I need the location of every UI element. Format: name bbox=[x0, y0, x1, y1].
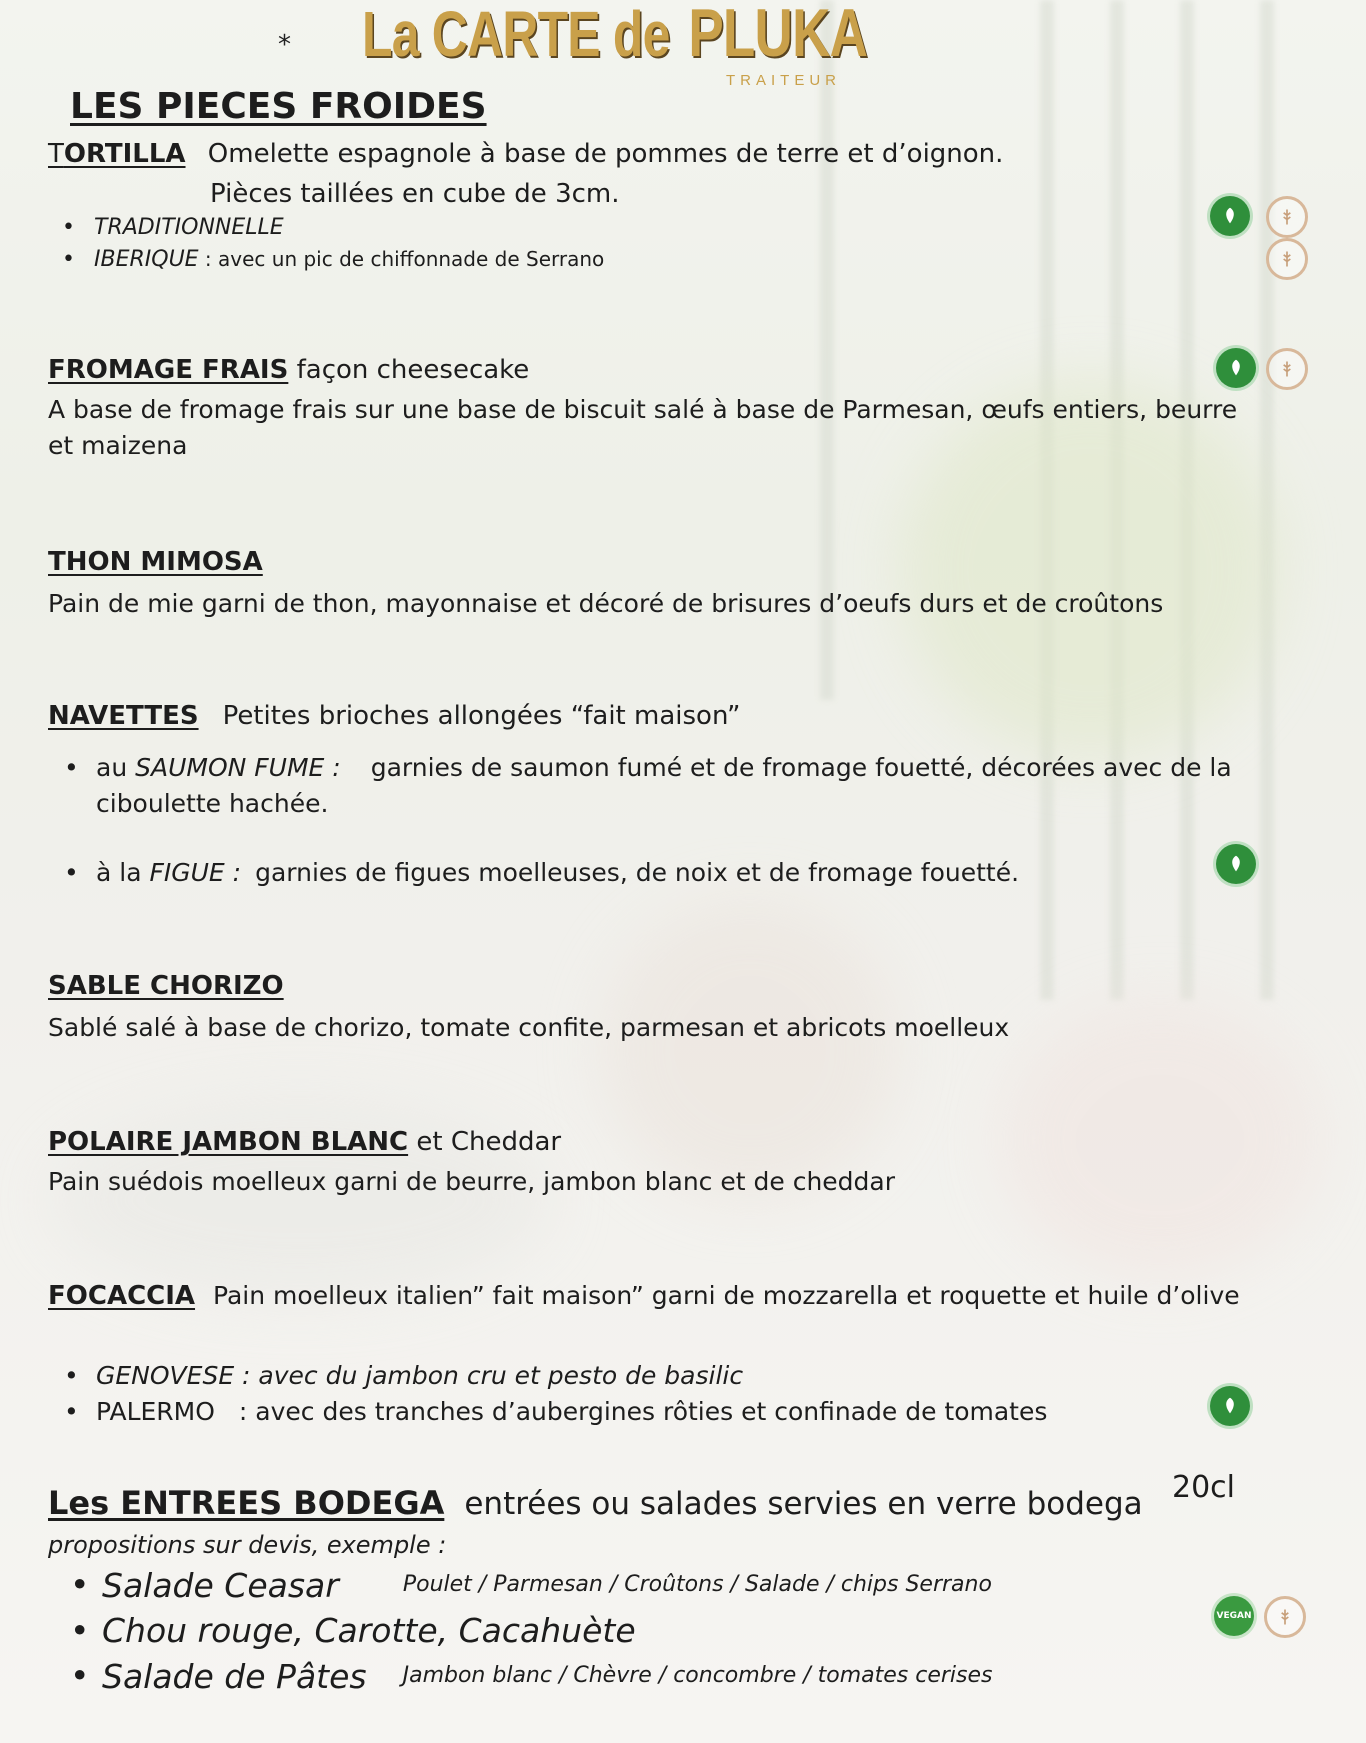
item-polaire: POLAIRE JAMBON BLANC et Cheddar bbox=[48, 1127, 562, 1157]
logo: La CARTE de PLUKA bbox=[362, 0, 868, 71]
gluten-free-badge-icon bbox=[1266, 348, 1308, 390]
vegetarian-badge-icon bbox=[1216, 348, 1256, 388]
tortilla-variants bbox=[62, 212, 604, 276]
gluten-free-badge-icon bbox=[1266, 238, 1308, 280]
list-item: • TRADITIONNELLE bbox=[62, 212, 604, 244]
vegetarian-badge-icon bbox=[1216, 844, 1256, 884]
bodega-list bbox=[70, 1562, 993, 1699]
sable-description: Sablé salé à base de chorizo, tomate confite, parmesan et abricots moelleux bbox=[48, 1013, 1010, 1042]
thon-description: Pain de mie garni de thon, mayonnaise et décoré de brisures d’oeufs durs et de croûtons bbox=[48, 589, 1164, 618]
list-item: • à la FIGUE : garnies de figues moelleuses, de noix et de fromage fouetté. bbox=[64, 855, 1294, 891]
list-item: • GENOVESE : avec du jambon cru et pesto de basilic bbox=[64, 1358, 1264, 1394]
gluten-free-badge-icon bbox=[1264, 1596, 1306, 1638]
section-title-entrees-bodega: Les ENTREES BODEGA entrées ou salades servies en verre bodega bbox=[48, 1484, 1143, 1522]
list-item: • au SAUMON FUME : garnies de saumon fumé et de fromage fouetté, décorées avec de la ciboulette hachée. bbox=[64, 750, 1294, 823]
vegan-badge-icon: VEGAN bbox=[1214, 1596, 1254, 1636]
glass-size: 20cl bbox=[1172, 1470, 1236, 1505]
item-tortilla: TORTILLA Omelette espagnole à base de pommes de terre et d’oignon. bbox=[48, 139, 1004, 169]
fromage-description: A base de fromage frais sur une base de biscuit salé à base de Parmesan, œufs entiers, beurre et maizena bbox=[48, 395, 1238, 461]
item-thon-mimosa: THON MIMOSA bbox=[48, 547, 263, 577]
section-title-pieces-froides: LES PIECES FROIDES bbox=[70, 86, 487, 127]
polaire-description: Pain suédois moelleux garni de beurre, jambon blanc et de cheddar bbox=[48, 1167, 896, 1196]
item-navettes: NAVETTES Petites brioches allongées “fait maison” bbox=[48, 701, 741, 731]
list-item: • Salade de Pâtes Jambon blanc / Chèvre / concombre / tomates cerises bbox=[70, 1653, 993, 1699]
gluten-free-badge-icon bbox=[1266, 196, 1308, 238]
item-fromage-frais: FROMAGE FRAIS façon cheesecake bbox=[48, 355, 530, 385]
tortilla-desc2: Pièces taillées en cube de 3cm. bbox=[210, 179, 620, 209]
focaccia-variants bbox=[64, 1358, 1264, 1431]
logo-subtitle: TRAITEUR bbox=[726, 72, 841, 89]
asterisk: * bbox=[278, 30, 291, 60]
header bbox=[0, 0, 1366, 92]
list-item: • IBERIQUE : avec un pic de chiffonnade de Serrano bbox=[62, 244, 604, 276]
bodega-intro: propositions sur devis, exemple : bbox=[48, 1531, 447, 1559]
list-item: • PALERMO : avec des tranches d’aubergines rôties et confinade de tomates bbox=[64, 1394, 1264, 1430]
navettes-variants bbox=[64, 750, 1294, 891]
item-sable-chorizo: SABLE CHORIZO bbox=[48, 971, 284, 1001]
list-item: • Chou rouge, Carotte, Cacahuète bbox=[70, 1608, 993, 1653]
vegetarian-badge-icon bbox=[1210, 1386, 1250, 1426]
list-item: • Salade Ceasar Poulet / Parmesan / Croûtons / Salade / chips Serrano bbox=[70, 1562, 993, 1608]
vegetarian-badge-icon bbox=[1210, 196, 1250, 236]
item-focaccia: FOCACCIA Pain moelleux italien” fait maison” garni de mozzarella et roquette et huile d’olive bbox=[48, 1281, 1240, 1311]
